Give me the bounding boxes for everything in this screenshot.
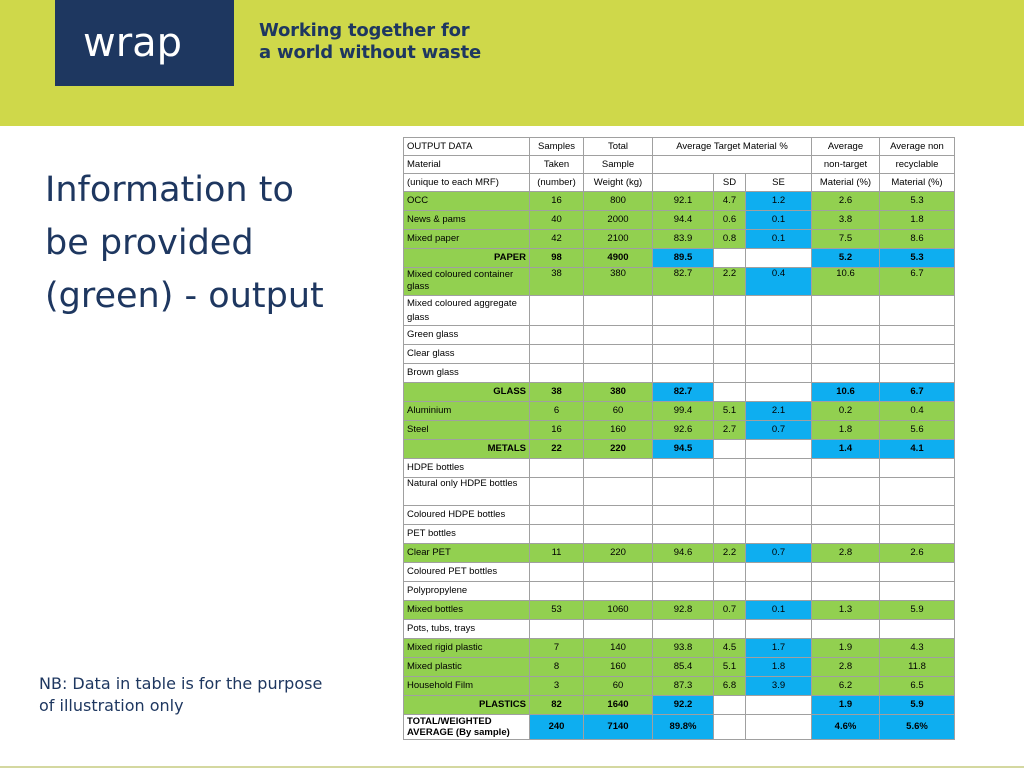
value-cell: 60 bbox=[584, 677, 653, 696]
value-cell: 16 bbox=[530, 192, 584, 211]
table-row bbox=[404, 192, 955, 211]
value-cell: 2.6 bbox=[880, 544, 955, 563]
value-cell bbox=[584, 296, 653, 326]
value-cell: 89.5 bbox=[653, 249, 714, 268]
value-cell: 0.6 bbox=[714, 211, 746, 230]
header-cell: non-target bbox=[812, 156, 880, 174]
tagline-line-1: Working together for bbox=[259, 20, 470, 41]
value-cell bbox=[880, 582, 955, 601]
value-cell bbox=[714, 249, 746, 268]
output-data-table bbox=[403, 137, 955, 740]
value-cell bbox=[880, 345, 955, 364]
value-cell bbox=[653, 296, 714, 326]
slide-title bbox=[45, 164, 375, 323]
value-cell: 60 bbox=[584, 402, 653, 421]
value-cell bbox=[812, 345, 880, 364]
value-cell: 7 bbox=[530, 639, 584, 658]
value-cell: 1.8 bbox=[880, 211, 955, 230]
value-cell bbox=[746, 249, 812, 268]
table-row bbox=[404, 421, 955, 440]
header-cell: SD bbox=[714, 174, 746, 192]
value-cell: 7.5 bbox=[812, 230, 880, 249]
header-cell bbox=[653, 174, 714, 192]
value-cell: 5.6 bbox=[880, 421, 955, 440]
value-cell bbox=[714, 506, 746, 525]
header-bar bbox=[0, 0, 1024, 126]
value-cell bbox=[653, 326, 714, 345]
title-line-2: be provided bbox=[45, 223, 254, 263]
value-cell bbox=[530, 582, 584, 601]
row-label-cell: PAPER bbox=[404, 249, 530, 268]
value-cell bbox=[714, 715, 746, 740]
value-cell bbox=[746, 563, 812, 582]
value-cell bbox=[530, 296, 584, 326]
value-cell: 1.9 bbox=[812, 639, 880, 658]
table-row bbox=[404, 211, 955, 230]
header-cell: (number) bbox=[530, 174, 584, 192]
value-cell bbox=[746, 620, 812, 639]
value-cell: 5.9 bbox=[880, 696, 955, 715]
row-label-cell: TOTAL/WEIGHTED AVERAGE (By sample) bbox=[404, 715, 530, 740]
value-cell bbox=[746, 326, 812, 345]
header-cell: Sample bbox=[584, 156, 653, 174]
table-row bbox=[404, 544, 955, 563]
header-cell: Material (%) bbox=[880, 174, 955, 192]
table-row bbox=[404, 326, 955, 345]
value-cell bbox=[880, 620, 955, 639]
value-cell bbox=[584, 364, 653, 383]
header-row-1 bbox=[404, 138, 955, 156]
value-cell: 2.6 bbox=[812, 192, 880, 211]
row-label-cell: Mixed coloured container glass bbox=[404, 268, 530, 296]
value-cell: 1.3 bbox=[812, 601, 880, 620]
wrap-logo-icon bbox=[83, 18, 207, 68]
value-cell bbox=[812, 563, 880, 582]
value-cell bbox=[812, 364, 880, 383]
table-row bbox=[404, 525, 955, 544]
value-cell bbox=[714, 440, 746, 459]
value-cell: 6.5 bbox=[880, 677, 955, 696]
row-label-cell: Mixed bottles bbox=[404, 601, 530, 620]
value-cell: 1.9 bbox=[812, 696, 880, 715]
table-row bbox=[404, 478, 955, 506]
value-cell bbox=[530, 345, 584, 364]
value-cell bbox=[812, 478, 880, 506]
value-cell bbox=[880, 459, 955, 478]
value-cell bbox=[746, 364, 812, 383]
value-cell: 1.2 bbox=[746, 192, 812, 211]
logo-wordmark: wrap bbox=[83, 20, 183, 66]
value-cell: 0.1 bbox=[746, 211, 812, 230]
value-cell: 2100 bbox=[584, 230, 653, 249]
value-cell: 87.3 bbox=[653, 677, 714, 696]
value-cell: 92.8 bbox=[653, 601, 714, 620]
value-cell bbox=[746, 715, 812, 740]
table-body bbox=[404, 192, 955, 740]
value-cell bbox=[746, 383, 812, 402]
header-cell bbox=[653, 156, 812, 174]
table-row bbox=[404, 440, 955, 459]
value-cell bbox=[880, 506, 955, 525]
value-cell bbox=[714, 383, 746, 402]
value-cell: 5.3 bbox=[880, 249, 955, 268]
illustration-note bbox=[39, 673, 359, 717]
table-row bbox=[404, 268, 955, 296]
value-cell bbox=[584, 326, 653, 345]
value-cell bbox=[584, 345, 653, 364]
value-cell bbox=[714, 459, 746, 478]
table-row bbox=[404, 639, 955, 658]
value-cell: 1640 bbox=[584, 696, 653, 715]
value-cell bbox=[812, 620, 880, 639]
value-cell bbox=[746, 345, 812, 364]
header-cell: Material bbox=[404, 156, 530, 174]
header-cell: (unique to each MRF) bbox=[404, 174, 530, 192]
value-cell: 98 bbox=[530, 249, 584, 268]
row-label-cell: Mixed plastic bbox=[404, 658, 530, 677]
value-cell: 5.9 bbox=[880, 601, 955, 620]
row-label-cell: Mixed rigid plastic bbox=[404, 639, 530, 658]
table-row bbox=[404, 715, 955, 740]
table-row bbox=[404, 563, 955, 582]
row-label-cell: Clear PET bbox=[404, 544, 530, 563]
value-cell bbox=[653, 563, 714, 582]
value-cell: 94.6 bbox=[653, 544, 714, 563]
value-cell: 6.8 bbox=[714, 677, 746, 696]
row-label-cell: GLASS bbox=[404, 383, 530, 402]
value-cell bbox=[714, 620, 746, 639]
table-row bbox=[404, 459, 955, 478]
row-label-cell: Coloured HDPE bottles bbox=[404, 506, 530, 525]
value-cell: 0.7 bbox=[746, 421, 812, 440]
row-label-cell: HDPE bottles bbox=[404, 459, 530, 478]
value-cell bbox=[746, 582, 812, 601]
value-cell bbox=[653, 478, 714, 506]
value-cell bbox=[880, 326, 955, 345]
value-cell: 2.7 bbox=[714, 421, 746, 440]
header-cell: Samples bbox=[530, 138, 584, 156]
row-label-cell: Clear glass bbox=[404, 345, 530, 364]
value-cell bbox=[530, 326, 584, 345]
value-cell: 0.7 bbox=[746, 544, 812, 563]
value-cell: 4.1 bbox=[880, 440, 955, 459]
row-label-cell: Pots, tubs, trays bbox=[404, 620, 530, 639]
value-cell bbox=[530, 620, 584, 639]
value-cell bbox=[880, 478, 955, 506]
value-cell: 3.8 bbox=[812, 211, 880, 230]
row-label-cell: Mixed paper bbox=[404, 230, 530, 249]
value-cell bbox=[714, 696, 746, 715]
table-row bbox=[404, 249, 955, 268]
tagline bbox=[259, 20, 481, 64]
value-cell: 4.7 bbox=[714, 192, 746, 211]
value-cell: 2.8 bbox=[812, 544, 880, 563]
value-cell: 1.8 bbox=[812, 421, 880, 440]
value-cell bbox=[746, 296, 812, 326]
value-cell: 89.8% bbox=[653, 715, 714, 740]
value-cell: 2000 bbox=[584, 211, 653, 230]
value-cell: 92.6 bbox=[653, 421, 714, 440]
row-label-cell: Mixed coloured aggregate glass bbox=[404, 296, 530, 326]
value-cell bbox=[880, 296, 955, 326]
value-cell bbox=[653, 582, 714, 601]
table-row bbox=[404, 364, 955, 383]
value-cell bbox=[812, 525, 880, 544]
header-row-2 bbox=[404, 156, 955, 174]
value-cell bbox=[584, 459, 653, 478]
value-cell: 38 bbox=[530, 383, 584, 402]
value-cell: 6 bbox=[530, 402, 584, 421]
value-cell: 0.4 bbox=[746, 268, 812, 296]
table-row bbox=[404, 296, 955, 326]
value-cell bbox=[653, 364, 714, 383]
table-row bbox=[404, 230, 955, 249]
value-cell bbox=[714, 296, 746, 326]
header-cell: Average non bbox=[880, 138, 955, 156]
value-cell: 1.8 bbox=[746, 658, 812, 677]
value-cell: 93.8 bbox=[653, 639, 714, 658]
row-label-cell: Household Film bbox=[404, 677, 530, 696]
value-cell bbox=[812, 506, 880, 525]
value-cell: 82.7 bbox=[653, 383, 714, 402]
value-cell: 4.3 bbox=[880, 639, 955, 658]
value-cell bbox=[530, 563, 584, 582]
value-cell bbox=[714, 563, 746, 582]
value-cell: 800 bbox=[584, 192, 653, 211]
value-cell: 0.2 bbox=[812, 402, 880, 421]
value-cell: 40 bbox=[530, 211, 584, 230]
value-cell: 2.2 bbox=[714, 544, 746, 563]
table-row bbox=[404, 582, 955, 601]
value-cell bbox=[530, 478, 584, 506]
value-cell: 83.9 bbox=[653, 230, 714, 249]
header-cell: OUTPUT DATA bbox=[404, 138, 530, 156]
table-row bbox=[404, 696, 955, 715]
value-cell: 5.3 bbox=[880, 192, 955, 211]
header-cell: SE bbox=[746, 174, 812, 192]
row-label-cell: METALS bbox=[404, 440, 530, 459]
value-cell: 1.7 bbox=[746, 639, 812, 658]
note-line-2: of illustration only bbox=[39, 696, 184, 715]
table-row bbox=[404, 506, 955, 525]
value-cell: 4.6% bbox=[812, 715, 880, 740]
value-cell: 220 bbox=[584, 544, 653, 563]
wrap-logo[interactable] bbox=[55, 0, 234, 86]
header-cell: Average Target Material % bbox=[653, 138, 812, 156]
value-cell bbox=[714, 478, 746, 506]
value-cell: 7140 bbox=[584, 715, 653, 740]
value-cell: 6.7 bbox=[880, 268, 955, 296]
value-cell bbox=[653, 525, 714, 544]
value-cell bbox=[880, 525, 955, 544]
value-cell: 11.8 bbox=[880, 658, 955, 677]
table-row bbox=[404, 383, 955, 402]
header-row-3 bbox=[404, 174, 955, 192]
value-cell bbox=[653, 345, 714, 364]
value-cell: 8.6 bbox=[880, 230, 955, 249]
table-row bbox=[404, 620, 955, 639]
tagline-line-2: a world without waste bbox=[259, 42, 481, 63]
value-cell: 5.1 bbox=[714, 658, 746, 677]
value-cell: 2.8 bbox=[812, 658, 880, 677]
value-cell: 5.1 bbox=[714, 402, 746, 421]
title-line-3: (green) - output bbox=[45, 276, 324, 316]
value-cell: 220 bbox=[584, 440, 653, 459]
value-cell: 3.9 bbox=[746, 677, 812, 696]
value-cell bbox=[714, 345, 746, 364]
value-cell: 10.6 bbox=[812, 383, 880, 402]
title-line-1: Information to bbox=[45, 170, 294, 210]
value-cell bbox=[584, 506, 653, 525]
value-cell: 0.4 bbox=[880, 402, 955, 421]
value-cell: 22 bbox=[530, 440, 584, 459]
value-cell bbox=[714, 364, 746, 383]
value-cell: 94.5 bbox=[653, 440, 714, 459]
value-cell bbox=[714, 326, 746, 345]
value-cell: 94.4 bbox=[653, 211, 714, 230]
row-label-cell: Polypropylene bbox=[404, 582, 530, 601]
value-cell: 380 bbox=[584, 383, 653, 402]
value-cell: 160 bbox=[584, 658, 653, 677]
row-label-cell: Green glass bbox=[404, 326, 530, 345]
value-cell: 3 bbox=[530, 677, 584, 696]
value-cell: 16 bbox=[530, 421, 584, 440]
value-cell: 4.5 bbox=[714, 639, 746, 658]
table-row bbox=[404, 345, 955, 364]
row-label-cell: Steel bbox=[404, 421, 530, 440]
row-label-cell: PET bottles bbox=[404, 525, 530, 544]
value-cell bbox=[530, 364, 584, 383]
value-cell bbox=[653, 620, 714, 639]
table-row bbox=[404, 658, 955, 677]
value-cell: 160 bbox=[584, 421, 653, 440]
row-label-cell: Natural only HDPE bottles bbox=[404, 478, 530, 506]
value-cell bbox=[812, 296, 880, 326]
value-cell: 6.7 bbox=[880, 383, 955, 402]
value-cell bbox=[746, 525, 812, 544]
value-cell bbox=[584, 563, 653, 582]
value-cell: 140 bbox=[584, 639, 653, 658]
value-cell bbox=[530, 506, 584, 525]
table-row bbox=[404, 677, 955, 696]
value-cell bbox=[746, 478, 812, 506]
value-cell bbox=[880, 364, 955, 383]
value-cell: 53 bbox=[530, 601, 584, 620]
value-cell bbox=[584, 620, 653, 639]
value-cell: 2.2 bbox=[714, 268, 746, 296]
value-cell: 0.7 bbox=[714, 601, 746, 620]
value-cell: 8 bbox=[530, 658, 584, 677]
value-cell bbox=[880, 563, 955, 582]
header-cell: recyclable bbox=[880, 156, 955, 174]
value-cell bbox=[812, 582, 880, 601]
value-cell: 82 bbox=[530, 696, 584, 715]
value-cell: 85.4 bbox=[653, 658, 714, 677]
value-cell: 1.4 bbox=[812, 440, 880, 459]
value-cell bbox=[653, 506, 714, 525]
value-cell: 380 bbox=[584, 268, 653, 296]
value-cell: 42 bbox=[530, 230, 584, 249]
value-cell: 99.4 bbox=[653, 402, 714, 421]
value-cell bbox=[530, 525, 584, 544]
value-cell bbox=[584, 525, 653, 544]
row-label-cell: OCC bbox=[404, 192, 530, 211]
header-cell: Weight (kg) bbox=[584, 174, 653, 192]
value-cell bbox=[584, 582, 653, 601]
value-cell: 1060 bbox=[584, 601, 653, 620]
value-cell: 82.7 bbox=[653, 268, 714, 296]
value-cell: 0.1 bbox=[746, 230, 812, 249]
value-cell: 5.2 bbox=[812, 249, 880, 268]
value-cell: 4900 bbox=[584, 249, 653, 268]
value-cell: 2.1 bbox=[746, 402, 812, 421]
value-cell: 0.8 bbox=[714, 230, 746, 249]
value-cell: 6.2 bbox=[812, 677, 880, 696]
value-cell: 0.1 bbox=[746, 601, 812, 620]
value-cell bbox=[714, 582, 746, 601]
row-label-cell: News & pams bbox=[404, 211, 530, 230]
value-cell: 10.6 bbox=[812, 268, 880, 296]
header-cell: Material (%) bbox=[812, 174, 880, 192]
table-row bbox=[404, 601, 955, 620]
value-cell bbox=[746, 440, 812, 459]
table-row bbox=[404, 402, 955, 421]
value-cell bbox=[584, 478, 653, 506]
value-cell bbox=[812, 326, 880, 345]
value-cell: 5.6% bbox=[880, 715, 955, 740]
value-cell bbox=[530, 459, 584, 478]
row-label-cell: Coloured PET bottles bbox=[404, 563, 530, 582]
row-label-cell: PLASTICS bbox=[404, 696, 530, 715]
value-cell: 92.1 bbox=[653, 192, 714, 211]
value-cell bbox=[746, 696, 812, 715]
value-cell: 240 bbox=[530, 715, 584, 740]
row-label-cell: Brown glass bbox=[404, 364, 530, 383]
row-label-cell: Aluminium bbox=[404, 402, 530, 421]
note-line-1: NB: Data in table is for the purpose bbox=[39, 674, 323, 693]
value-cell bbox=[812, 459, 880, 478]
value-cell: 92.2 bbox=[653, 696, 714, 715]
value-cell bbox=[746, 506, 812, 525]
header-cell: Average bbox=[812, 138, 880, 156]
value-cell bbox=[653, 459, 714, 478]
header-cell: Taken bbox=[530, 156, 584, 174]
value-cell bbox=[746, 459, 812, 478]
value-cell bbox=[714, 525, 746, 544]
header-cell: Total bbox=[584, 138, 653, 156]
value-cell: 11 bbox=[530, 544, 584, 563]
value-cell: 38 bbox=[530, 268, 584, 296]
